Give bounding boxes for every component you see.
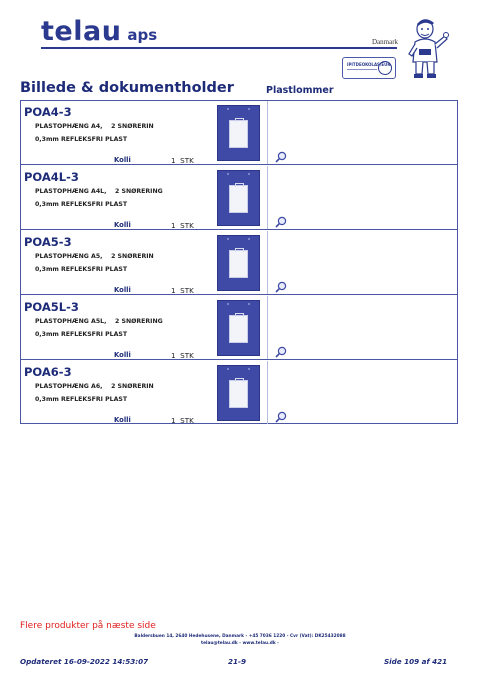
plastic-sleeve — [229, 120, 248, 148]
unit-quantity: 1 STK — [171, 351, 194, 360]
product-description: PLASTOPHÆNG A4L, 2 SNØRERING — [35, 188, 163, 195]
product-description: PLASTOPHÆNG A4, 2 SNØRERIN — [35, 123, 154, 130]
hanging-hole — [227, 303, 229, 305]
company-contact[interactable]: telau@telau.dk - www.telau.dk - — [201, 641, 279, 646]
product-row — [21, 166, 457, 230]
unit-label: Kolli — [114, 351, 131, 359]
updated-timestamp: Opdateret 16-09-2022 14:53:07 — [20, 657, 149, 666]
badge-underline — [347, 69, 377, 70]
unit-quantity: 1 STK — [171, 221, 194, 230]
product-image[interactable] — [217, 170, 260, 226]
magnifier-icon[interactable] — [275, 346, 287, 358]
product-row — [21, 231, 457, 295]
brand-name: telau — [41, 16, 122, 47]
product-description: PLASTOPHÆNG A5, 2 SNØRERIN — [35, 253, 154, 260]
hanging-hole — [248, 368, 250, 370]
magnifier-icon[interactable] — [275, 151, 287, 163]
product-code: POA6-3 — [24, 365, 72, 379]
hanging-hole — [248, 238, 250, 240]
product-row — [21, 296, 457, 360]
brand-suffix: aps — [127, 26, 158, 44]
product-image[interactable] — [217, 300, 260, 356]
plastic-sleeve — [229, 380, 248, 408]
hanging-hole — [227, 173, 229, 175]
column-divider — [267, 166, 268, 229]
product-code: POA4-3 — [24, 105, 72, 119]
magnifier-icon[interactable] — [275, 411, 287, 423]
unit-quantity: 1 STK — [171, 286, 194, 295]
header-divider — [41, 47, 397, 49]
plastic-sleeve — [229, 250, 248, 278]
hanging-hole — [227, 238, 229, 240]
brand-logo — [41, 16, 157, 47]
product-code: POA5-3 — [24, 235, 72, 249]
product-code: POA5L-3 — [24, 300, 79, 314]
hanging-hole — [248, 303, 250, 305]
unit-quantity: 1 STK — [171, 156, 194, 165]
page-number: Side 109 af 421 — [384, 657, 448, 666]
product-material: 0,3mm REFLEKSFRI PLAST — [35, 396, 128, 403]
product-code: POA4L-3 — [24, 170, 79, 184]
page-title: Billede & dokumentholder — [20, 80, 234, 96]
column-divider — [267, 296, 268, 359]
hanging-hole — [248, 173, 250, 175]
product-image[interactable] — [217, 235, 260, 291]
product-material: 0,3mm REFLEKSFRI PLAST — [35, 201, 128, 208]
unit-label: Kolli — [114, 156, 131, 164]
plastic-sleeve — [229, 185, 248, 213]
company-address: Baldersbuen 14, 2640 Hedehusene, Danmark - +45 7036 1220 - Cvr (Vat): DK25432088 — [134, 634, 346, 639]
mascot-figure — [405, 16, 449, 80]
unit-label: Kolli — [114, 221, 131, 229]
column-divider — [267, 361, 268, 424]
hanging-hole — [227, 108, 229, 110]
unit-label: Kolli — [114, 416, 131, 424]
product-table — [20, 100, 458, 424]
section-number: 21-9 — [228, 657, 246, 666]
product-material: 0,3mm REFLEKSFRI PLAST — [35, 136, 128, 143]
product-image[interactable] — [217, 365, 260, 421]
product-row — [21, 361, 457, 425]
badge-text: IPITDEOKOLAS/EUR — [347, 62, 391, 67]
unit-quantity: 1 STK — [171, 416, 194, 425]
next-page-notice[interactable]: Flere produkter på næste side — [20, 621, 156, 631]
magnifier-icon[interactable] — [275, 216, 287, 228]
hanging-hole — [248, 108, 250, 110]
column-divider — [267, 101, 268, 164]
product-row — [21, 101, 457, 165]
column-divider — [267, 231, 268, 294]
magnifier-icon[interactable] — [275, 281, 287, 293]
unit-label: Kolli — [114, 286, 131, 294]
country-label: Danmark — [372, 38, 399, 46]
hanging-hole — [227, 368, 229, 370]
plastic-sleeve — [229, 315, 248, 343]
badge-seal-icon — [378, 61, 392, 75]
product-image[interactable] — [217, 105, 260, 161]
product-material: 0,3mm REFLEKSFRI PLAST — [35, 331, 128, 338]
product-description: PLASTOPHÆNG A6, 2 SNØRERIN — [35, 383, 154, 390]
product-material: 0,3mm REFLEKSFRI PLAST — [35, 266, 128, 273]
product-description: PLASTOPHÆNG A5L, 2 SNØRERING — [35, 318, 163, 325]
page-subtitle: Plastlommer — [266, 85, 334, 96]
certification-badge — [342, 57, 396, 79]
